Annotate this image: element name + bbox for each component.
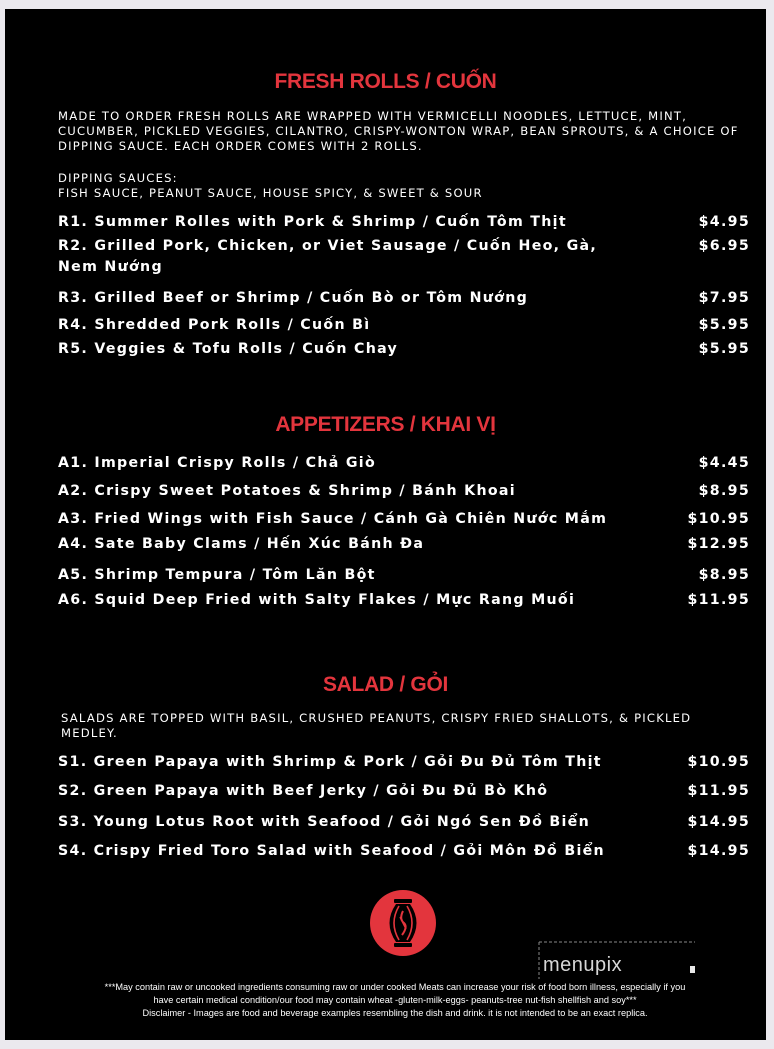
item-name: R1. Summer Rolles with Pork & Shrimp / Cuốn Tôm Thịt	[58, 214, 567, 230]
menu-item-a4	[58, 534, 750, 555]
item-name: A1. Imperial Crispy Rolls / Chả Giò	[58, 455, 376, 471]
item-price: $4.95	[698, 214, 750, 230]
dipping-sauces-label: DIPPING SAUCES:	[58, 171, 178, 185]
menu-item-s1	[58, 752, 750, 773]
item-name: A4. Sate Baby Clams / Hến Xúc Bánh Đa	[58, 536, 425, 552]
menu-item-s3	[58, 812, 750, 833]
item-price: $12.95	[687, 536, 750, 552]
section-title-fresh-rolls: FRESH ROLLS / CUỐN	[274, 70, 497, 93]
item-name: S1. Green Papaya with Shrimp & Pork / Gỏi Đu Đủ Tôm Thịt	[58, 754, 602, 770]
item-price: $10.95	[687, 754, 750, 770]
item-price: $5.95	[698, 317, 750, 333]
menu-page	[5, 9, 766, 1040]
item-price: $6.95	[698, 238, 750, 254]
item-name: S2. Green Papaya with Beef Jerky / Gỏi Đu Đủ Bò Khô	[58, 783, 549, 799]
item-name: A6. Squid Deep Fried with Salty Flakes / Mực Rang Muối	[58, 592, 576, 608]
item-name: S3. Young Lotus Root with Seafood / Gỏi Ngó Sen Đồ Biển	[58, 814, 590, 830]
item-name: R4. Shredded Pork Rolls / Cuốn Bì	[58, 317, 371, 333]
item-price: $8.95	[698, 567, 750, 583]
disclaimer-line-1: ***May contain raw or uncooked ingredients consuming raw or under cooked Meats can increase your risk of food born illness, especially if you	[104, 982, 686, 992]
menu-item-a1	[58, 453, 750, 474]
menu-item-r4	[58, 315, 750, 336]
item-price: $4.45	[698, 455, 750, 471]
item-price: $14.95	[687, 843, 750, 859]
item-price: $5.95	[698, 341, 750, 357]
dipping-sauces-list: FISH SAUCE, PEANUT SAUCE, HOUSE SPICY, & SWEET & SOUR	[58, 186, 483, 200]
menu-item-a5	[58, 565, 750, 586]
menu-item-a2	[58, 481, 750, 502]
menu-item-r3	[58, 288, 750, 309]
menu-item-r1	[58, 212, 750, 233]
item-name: A5. Shrimp Tempura / Tôm Lăn Bột	[58, 567, 376, 583]
menu-item-a3	[58, 509, 750, 530]
item-name: A3. Fried Wings with Fish Sauce / Cánh Gà Chiên Nước Mắm	[58, 511, 608, 527]
item-price: $11.95	[687, 592, 750, 608]
item-name: A2. Crispy Sweet Potatoes & Shrimp / Bánh Khoai	[58, 483, 516, 499]
section-title-appetizers: APPETIZERS / KHAI VỊ	[275, 413, 496, 436]
item-name: R5. Veggies & Tofu Rolls / Cuốn Chay	[58, 341, 399, 357]
menu-item-a6	[58, 590, 750, 611]
disclaimer-line-2: have certain medical condition/our food may contain wheat -gluten-milk-eggs- peanuts-tree nut-fish shellfish and soy***	[153, 995, 637, 1005]
menu-item-s4	[58, 841, 750, 862]
fresh-rolls-description: MADE TO ORDER FRESH ROLLS ARE WRAPPED WITH VERMICELLI NOODLES, LETTUCE, MINT, CUCUMBER, PICKLED VEGGIES, CILANTRO, CRISPY-WONTON WRAP, BEAN SPROUTS, & A CHOICE OF DIPPING SAUCE. EACH ORDER COMES WITH 2 ROLLS.	[58, 109, 739, 153]
item-price: $10.95	[687, 511, 750, 527]
item-name: R3. Grilled Beef or Shrimp / Cuốn Bò or Tôm Nướng	[58, 290, 529, 306]
menu-item-r5	[58, 339, 750, 360]
item-price: $14.95	[687, 814, 750, 830]
menu-item-r2	[58, 236, 750, 278]
disclaimer-line-3: Disclaimer - Images are food and beverage examples resembling the dish and drink. it is not intended to be an exact replica.	[142, 1008, 648, 1018]
item-price: $11.95	[687, 783, 750, 799]
salad-description: SALADS ARE TOPPED WITH BASIL, CRUSHED PEANUTS, CRISPY FRIED SHALLOTS, & PICKLED MEDLEY.	[61, 711, 692, 740]
item-price: $7.95	[698, 290, 750, 306]
watermark-text: menupix	[543, 954, 623, 976]
menu-item-s2	[58, 781, 750, 802]
section-title-salad: SALAD / GỎI	[322, 673, 449, 696]
item-name: R2. Grilled Pork, Chicken, or Viet Sausage / Cuốn Heo, Gà, Nem Nướng	[58, 238, 598, 275]
lantern-logo-icon	[369, 889, 437, 957]
menupix-watermark	[537, 939, 697, 983]
item-price: $8.95	[698, 483, 750, 499]
item-name: S4. Crispy Fried Toro Salad with Seafood / Gỏi Môn Đồ Biển	[58, 843, 605, 859]
